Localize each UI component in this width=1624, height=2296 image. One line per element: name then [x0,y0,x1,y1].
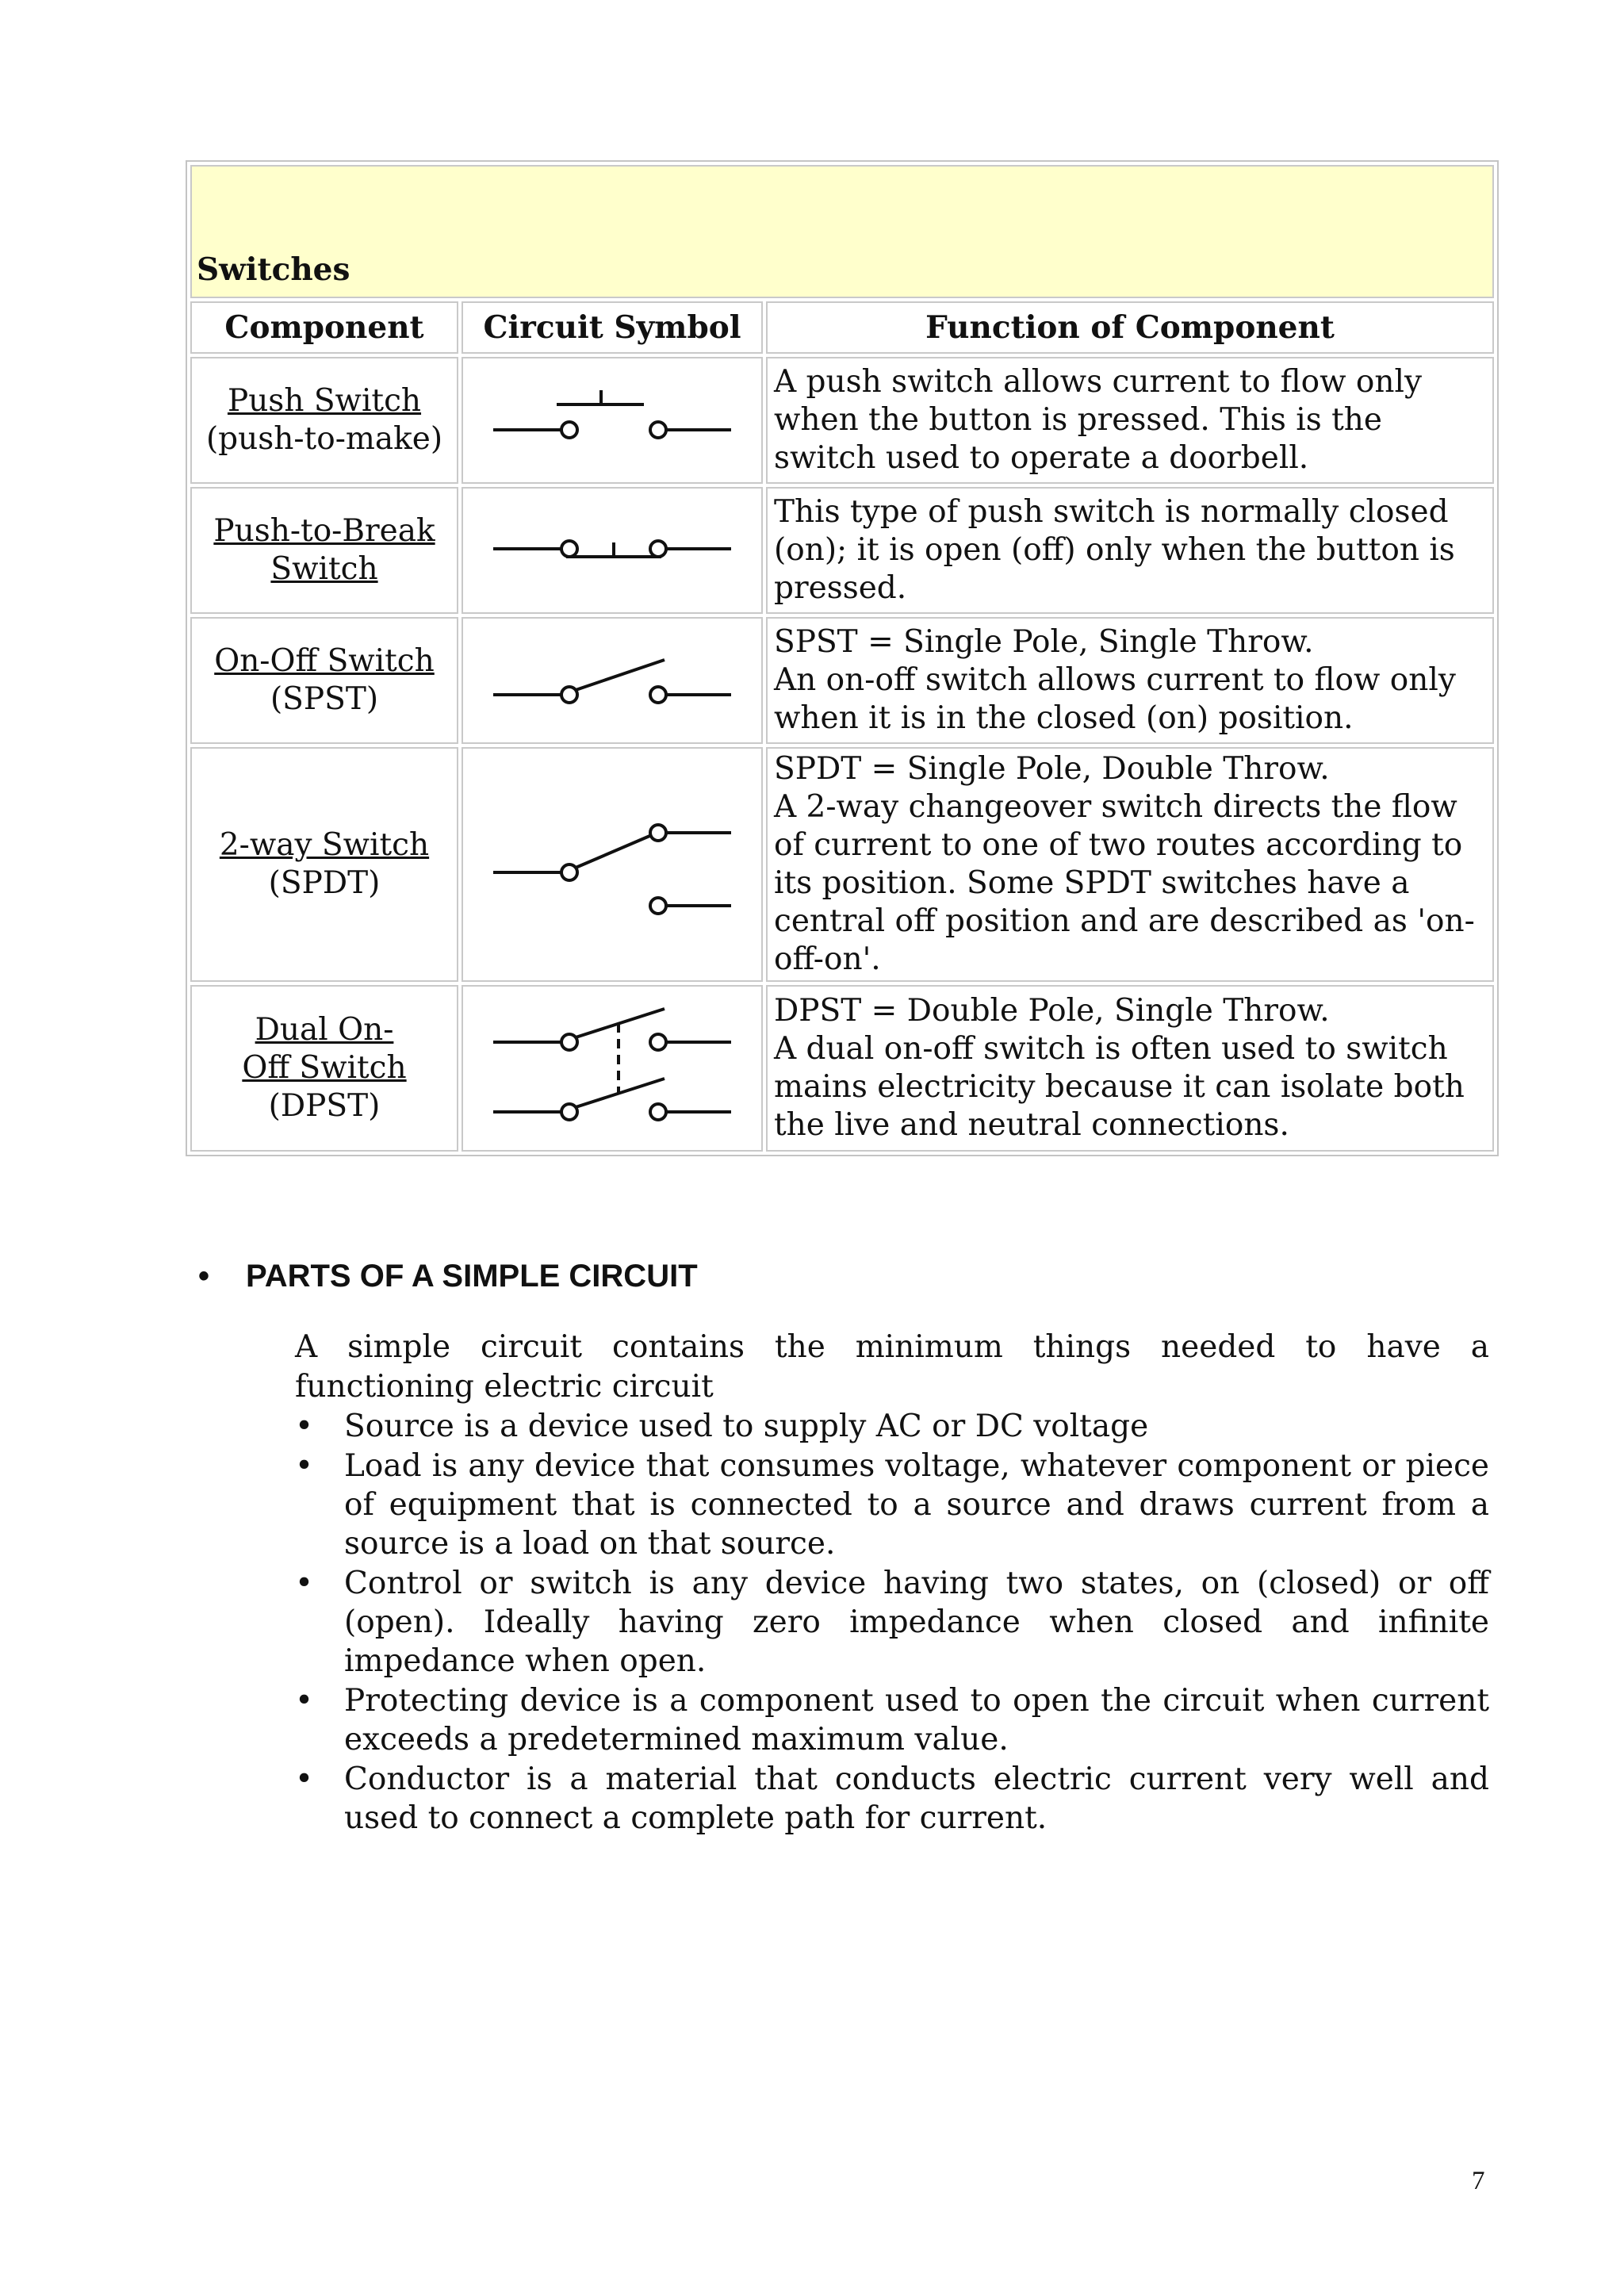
list-item [295,1407,1489,1446]
component-cell [190,985,458,1152]
function-cell: This type of push switch is normally closed (on); it is open (off) only when the button is pressed. [766,487,1494,614]
function-cell [766,985,1494,1152]
intro-line: functioning electric circuit [295,1369,714,1405]
symbol-cell [462,985,763,1152]
list-item [295,1760,1489,1838]
list-item-text: Control or switch is any device having two states, on (closed) or off (open). Ideally having zero impedance when closed and infinite impedance when open. [344,1566,1489,1679]
symbol-cell [462,357,763,484]
page-number: 7 [1472,2167,1485,2195]
symbol-cell [462,617,763,744]
list-item-text: Load is any device that consumes voltage, whatever component or piece of equipment that is connected to a source and draws current from a source is a load on that source. [344,1448,1489,1562]
component-cell [190,357,458,484]
component-subtitle: (SPDT) [268,865,381,901]
list-item-text: Conductor is a material that conducts electric current very well and used to connect a complete path for current. [344,1761,1489,1836]
list-item [295,1447,1489,1563]
component-cell [190,487,458,614]
list-item-text: Source is a device used to supply AC or DC voltage [344,1409,1149,1444]
bullet-icon: • [198,1259,210,1294]
bullet-icon: • [295,1761,314,1797]
push-to-break-switch-symbol [477,503,747,598]
spst-switch-symbol [477,633,747,728]
bullet-icon: • [295,1448,314,1484]
table-row [190,985,1494,1152]
component-link[interactable]: On-Off Switch [214,643,435,679]
component-link[interactable]: Dual On-Off Switch [242,1012,407,1086]
section-heading [198,1256,1491,1296]
function-description: A 2-way changeover switch directs the flow of current to one of two routes according to its position. Some SPDT switches have a central off position and are described as 'on-off-on'. [774,789,1475,977]
push-to-make-switch-symbol [477,373,747,468]
component-cell [190,747,458,982]
header-circuit-symbol: Circuit Symbol [462,301,763,354]
dpst-switch-symbol [477,993,747,1144]
bullet-icon: • [295,1409,314,1444]
component-link[interactable]: Push Switch [227,383,422,419]
table-row [190,357,1494,484]
parts-section [198,1256,1491,1838]
component-link[interactable]: Push-to-Break Switch [213,513,435,587]
table-row [190,747,1494,982]
component-link[interactable]: 2-way Switch [219,827,430,863]
function-cell: A push switch allows current to flow only when the button is pressed. This is the switch used to operate a doorbell. [766,357,1494,484]
function-definition: SPST = Single Pole, Single Throw. [774,624,1314,660]
section-heading-text: PARTS OF A SIMPLE CIRCUIT [246,1259,698,1294]
intro-paragraph [295,1328,1489,1407]
table-row [190,617,1494,744]
bullet-icon: • [295,1683,314,1719]
symbol-cell [462,747,763,982]
component-subtitle: (push-to-make) [205,421,443,457]
list-item-text: Protecting device is a component used to open the circuit when current exceeds a predetermined maximum value. [344,1683,1489,1757]
table-row [190,487,1494,614]
intro-line: A simple circuit contains the minimum things needed to have a [295,1329,1489,1365]
function-description: An on-off switch allows current to flow only when it is in the closed (on) position. [774,662,1456,736]
header-component: Component [190,301,458,354]
component-subtitle: (DPST) [268,1088,381,1124]
function-description: A dual on-off switch is often used to switch mains electricity because it can isolate both the live and neutral connections. [774,1031,1465,1143]
component-cell [190,617,458,744]
function-definition: SPDT = Single Pole, Double Throw. [774,751,1330,787]
function-cell [766,747,1494,982]
symbol-cell [462,487,763,614]
switches-table [186,160,1499,1156]
function-definition: DPST = Double Pole, Single Throw. [774,993,1330,1029]
table-title: Switches [190,165,1494,298]
spdt-switch-symbol [477,793,747,936]
list-item [295,1564,1489,1681]
component-subtitle: (SPST) [270,681,379,717]
parts-list [295,1407,1489,1838]
list-item [295,1681,1489,1759]
header-function: Function of Component [766,301,1494,354]
table-header-row [190,301,1494,354]
bullet-icon: • [295,1566,314,1601]
function-cell [766,617,1494,744]
